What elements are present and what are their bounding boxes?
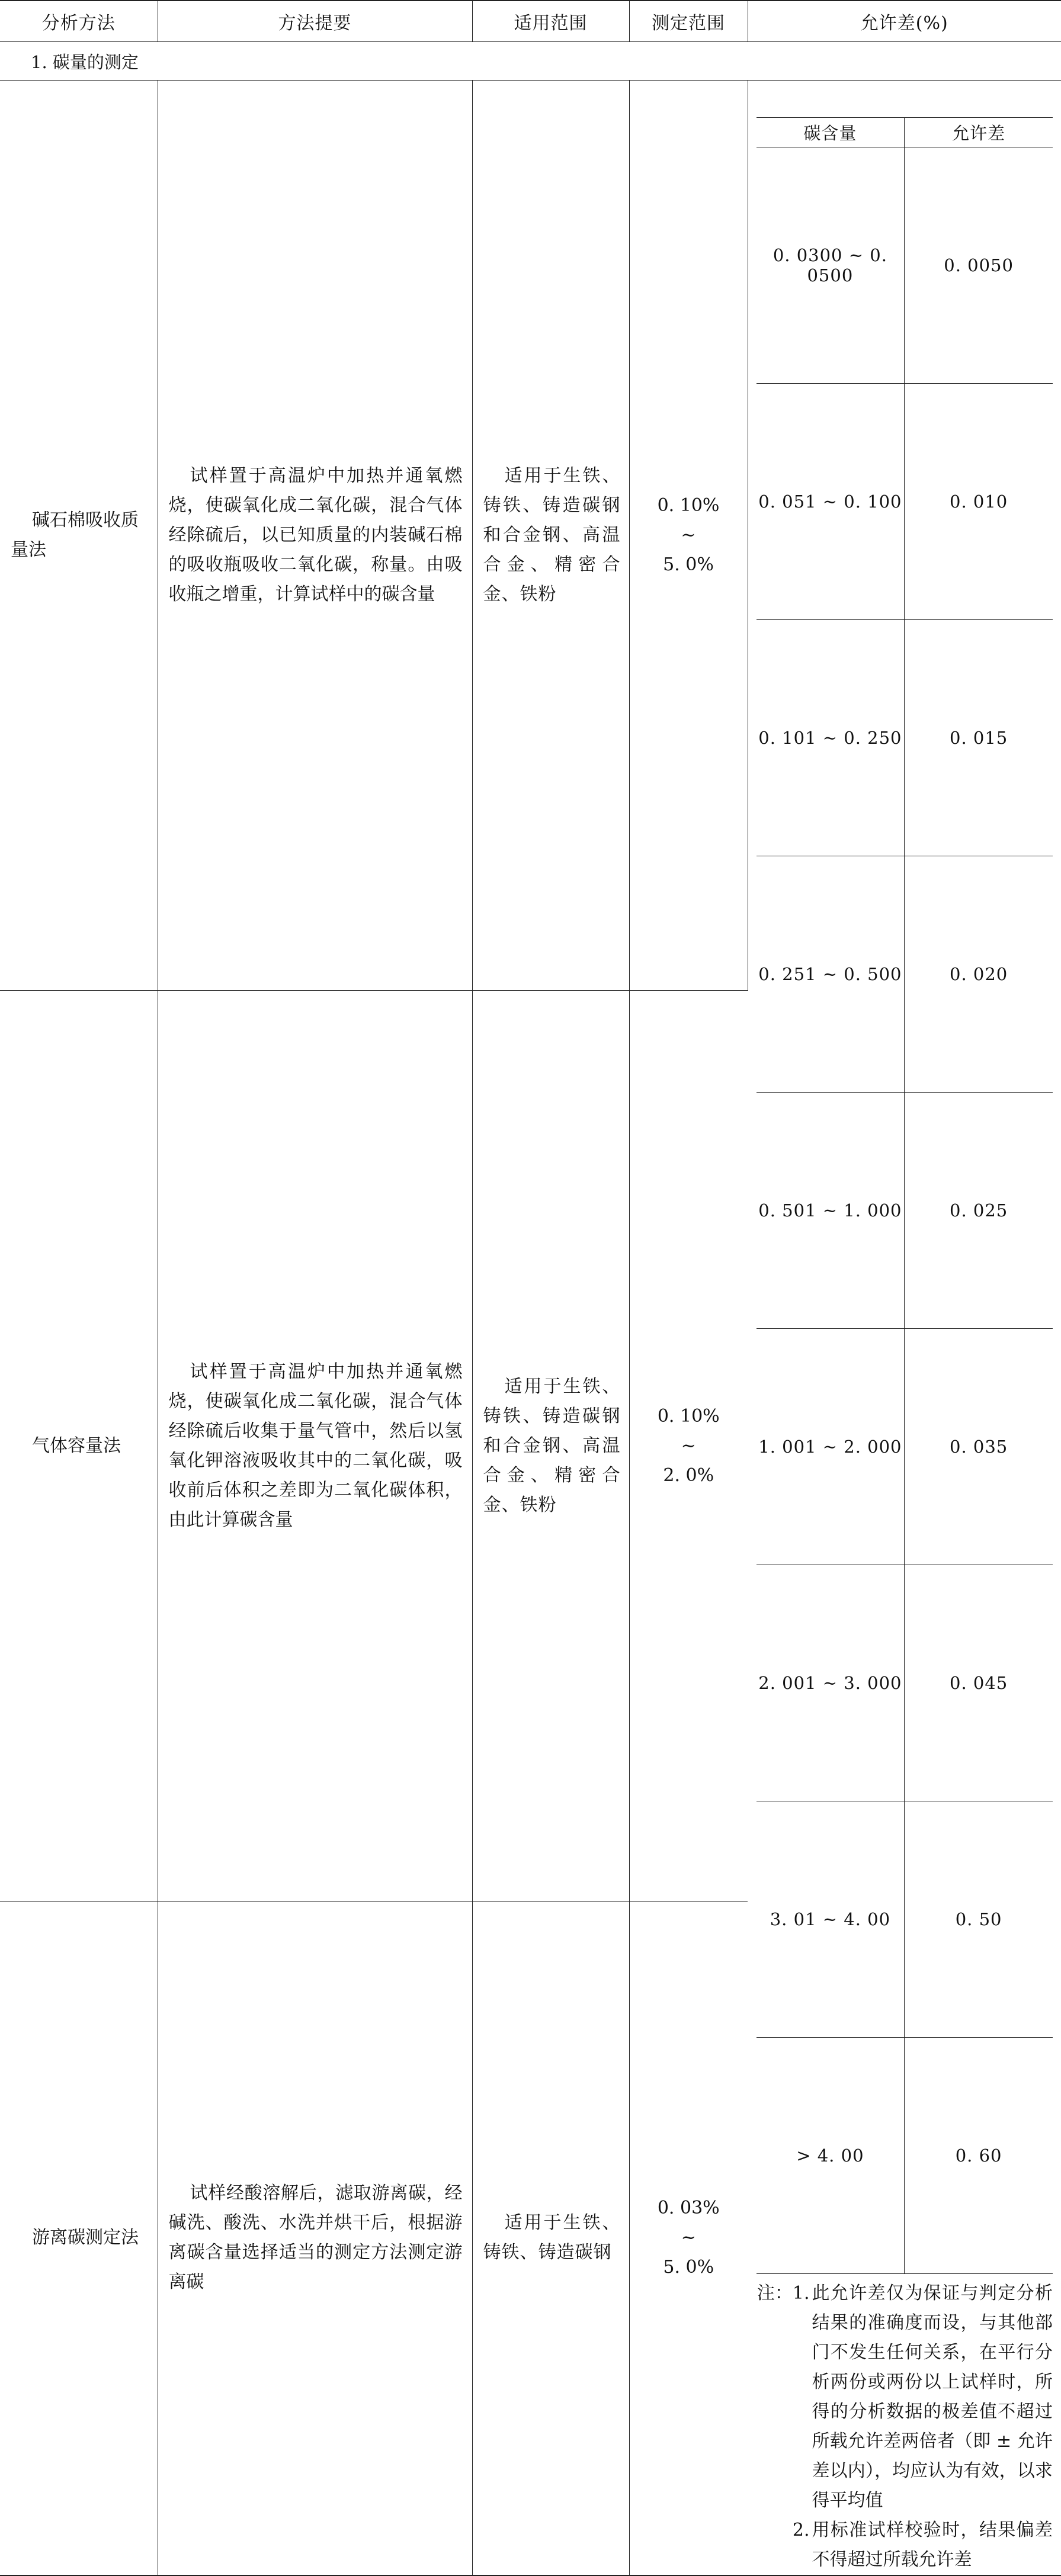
method-summary-cell	[158, 81, 472, 991]
tolerance-allowance: 0. 025	[905, 1093, 1053, 1329]
tolerance-allowance: 0. 035	[905, 1329, 1053, 1565]
method-range-cell	[629, 991, 748, 1901]
header-method-summary: 方法提要	[158, 1, 472, 42]
tolerance-row	[757, 2038, 1053, 2274]
tolerance-header-row	[757, 118, 1053, 147]
method-range-cell	[629, 1901, 748, 2575]
tolerance-cell	[748, 81, 1061, 2576]
tolerance-row	[757, 1565, 1053, 1801]
tolerance-row	[757, 856, 1053, 1093]
tolerance-row	[757, 1801, 1053, 2038]
tolerance-allowance: 0. 045	[905, 1565, 1053, 1801]
tolerance-carbon-content: 0. 0300 ~ 0. 0500	[757, 147, 905, 384]
method-name-cell	[0, 991, 158, 1901]
note-label: 注：1.	[757, 2283, 810, 2304]
tolerance-allowance: 0. 50	[905, 1801, 1053, 2038]
tolerance-header-carbon: 碳含量	[757, 118, 905, 147]
tolerance-row	[757, 1329, 1053, 1565]
tolerance-row	[757, 384, 1053, 620]
tolerance-row	[757, 620, 1053, 856]
table-header-row	[0, 1, 1061, 42]
header-analysis-method: 分析方法	[0, 1, 158, 42]
method-summary: 试样置于高温炉中加热并通氧燃烧，使碳氧化成二氧化碳，混合气体经除硫后收集于量气管中，然后以氢氧化钾溶液吸收其中的二氧化碳，吸收前后体积之差即为二氧化碳体积，由此计算碳含量	[168, 1361, 463, 1530]
method-summary: 试样经酸溶解后，滤取游离碳，经碱洗、酸洗、水洗并烘干后，根据游离碳含量选择适当的测定方法测定游离碳	[168, 2183, 463, 2293]
method-name: 游离碳测定法	[32, 2227, 139, 2249]
method-name: 气体容量法	[32, 1435, 121, 1456]
range-high: 2. 0%	[663, 1464, 714, 1486]
method-summary-cell	[158, 1901, 472, 2575]
tolerance-carbon-content: 0. 251 ~ 0. 500	[757, 856, 905, 1093]
tolerance-header-allowance: 允许差	[905, 118, 1053, 147]
range-low: 0. 10%	[657, 1405, 720, 1427]
header-measurement-range: 测定范围	[629, 1, 748, 42]
tolerance-carbon-content: 3. 01 ~ 4. 00	[757, 1801, 905, 2038]
header-applicable-scope: 适用范围	[472, 1, 629, 42]
method-scope: 适用于生铁、铸铁、铸造碳钢和合金钢、高温合金、精密合金、铁粉	[483, 1376, 621, 1515]
method-name: 碱石棉吸收质量法	[11, 510, 139, 561]
method-summary: 试样置于高温炉中加热并通氧燃烧，使碳氧化成二氧化碳，混合气体经除硫后，以已知质量的内装碱石棉的吸收瓶吸收二氧化碳，称量。由吸收瓶之增重，计算试样中的碳含量	[168, 465, 463, 605]
tolerance-carbon-content: 0. 051 ~ 0. 100	[757, 384, 905, 620]
tolerance-carbon-content: > 4. 00	[757, 2038, 905, 2274]
section-row	[0, 42, 1061, 81]
header-tolerance: 允许差(%)	[748, 1, 1061, 42]
tolerance-allowance: 0. 0050	[905, 147, 1053, 384]
method-scope-cell	[472, 991, 629, 1901]
method-summary-cell	[158, 991, 472, 1901]
note-item	[757, 2516, 1053, 2575]
range-separator: ~	[681, 525, 696, 546]
range-low: 0. 03%	[657, 2198, 720, 2219]
tolerance-carbon-content: 0. 501 ~ 1. 000	[757, 1093, 905, 1329]
note-label: 2.	[792, 2520, 810, 2540]
method-scope: 适用于生铁、铸铁、铸造碳钢	[483, 2212, 621, 2263]
method-name-cell	[0, 81, 158, 991]
range-separator: ~	[681, 1435, 696, 1456]
tolerance-allowance: 0. 015	[905, 620, 1053, 856]
section-title: 1. 碳量的测定	[0, 42, 1061, 81]
method-range-cell	[629, 81, 748, 991]
range-high: 5. 0%	[663, 2257, 714, 2278]
tolerance-allowance: 0. 60	[905, 2038, 1053, 2274]
method-scope-cell	[472, 1901, 629, 2575]
tolerance-row	[757, 147, 1053, 384]
method-scope: 适用于生铁、铸铁、铸造碳钢和合金钢、高温合金、精密合金、铁粉	[483, 465, 621, 605]
notes	[757, 2279, 1053, 2575]
method-name-cell	[0, 1901, 158, 2575]
range-separator: ~	[681, 2227, 696, 2249]
tolerance-body	[757, 147, 1053, 2274]
note-text: 此允许差仅为保证与判定分析结果的准确度而设，与其他部门不发生任何关系，在平行分析两份或两份以上试样时，所得的分析数据的极差值不超过所载允许差两倍者（即 ± 允许差以内），均应认为有效，以求得平均值	[812, 2283, 1053, 2511]
range-low: 0. 10%	[657, 495, 720, 516]
tolerance-carbon-content: 2. 001 ~ 3. 000	[757, 1565, 905, 1801]
tolerance-carbon-content: 0. 101 ~ 0. 250	[757, 620, 905, 856]
tolerance-row	[757, 1093, 1053, 1329]
table-row	[0, 81, 1061, 991]
tolerance-table	[757, 117, 1053, 2274]
method-scope-cell	[472, 81, 629, 991]
range-high: 5. 0%	[663, 554, 714, 576]
tolerance-allowance: 0. 020	[905, 856, 1053, 1093]
tolerance-carbon-content: 1. 001 ~ 2. 000	[757, 1329, 905, 1565]
tolerance-allowance: 0. 010	[905, 384, 1053, 620]
note-text: 用标准试样校验时，结果偏差不得超过所载允许差	[812, 2520, 1053, 2570]
note-item	[757, 2279, 1053, 2516]
